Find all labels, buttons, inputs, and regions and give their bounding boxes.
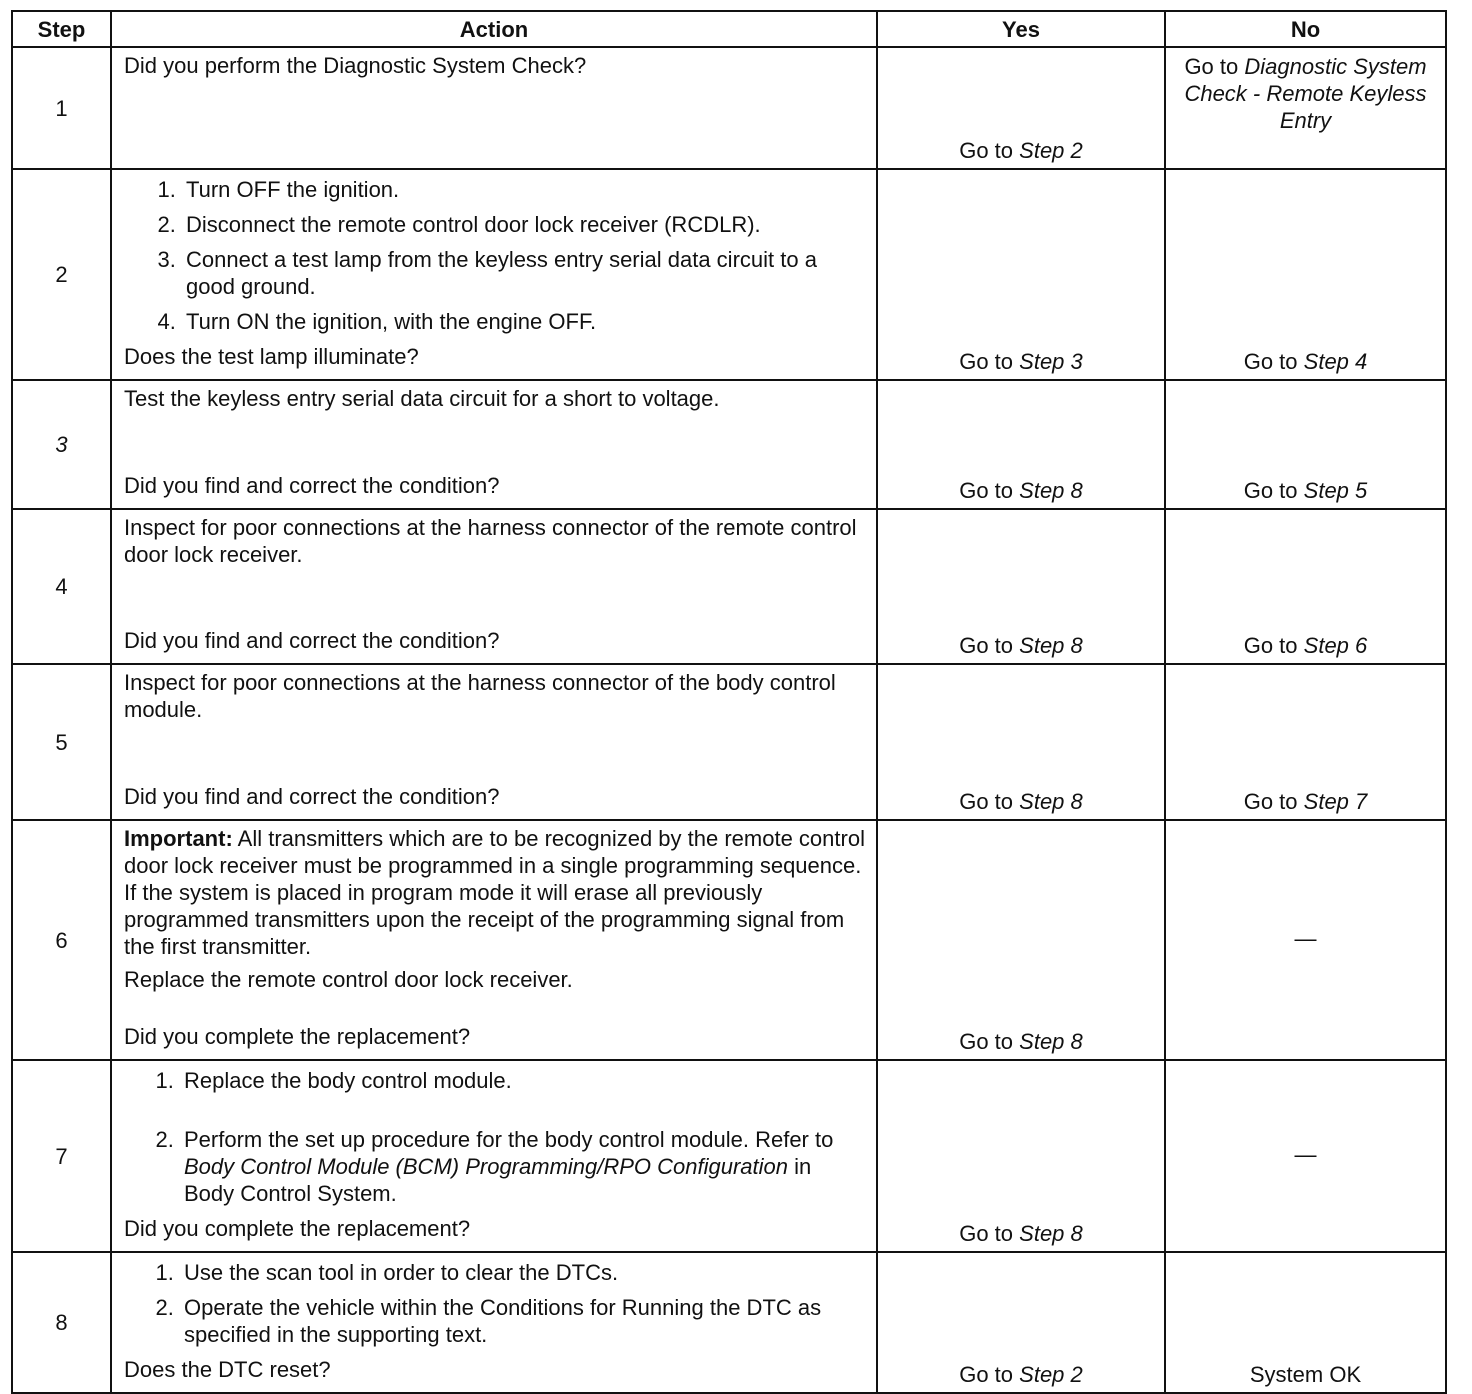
go-to-label: Go to: [959, 478, 1014, 503]
yes-cell: [877, 169, 1165, 380]
header-yes: Yes: [877, 11, 1165, 47]
action-question: Did you complete the replacement?: [124, 1216, 471, 1241]
yes-step-link[interactable]: Step 8: [1019, 1221, 1083, 1246]
yes-step-link[interactable]: Step 2: [1019, 138, 1083, 163]
action-cell: [111, 820, 877, 1060]
action-list-item: 2. Operate the vehicle within the Conditions for Running the DTC as specified in the supporting text.: [180, 1294, 866, 1348]
step-number: 8: [12, 1252, 111, 1393]
go-to-label: Go to: [959, 1362, 1014, 1387]
no-cell: [1165, 47, 1446, 169]
action-question: Did you find and correct the condition?: [124, 784, 500, 809]
go-to-label: Go to: [959, 633, 1014, 658]
action-list-item: 1. Use the scan tool in order to clear the DTCs.: [180, 1259, 866, 1286]
no-cell: [1165, 169, 1446, 380]
action-cell: [111, 47, 877, 169]
yes-step-link[interactable]: Step 3: [1019, 349, 1083, 374]
go-to-label: Go to: [1243, 478, 1298, 503]
no-cell: [1165, 664, 1446, 820]
table-row: [12, 47, 1446, 169]
no-cell: [1165, 820, 1446, 1060]
no-step-link[interactable]: Step 4: [1303, 349, 1368, 374]
yes-cell: [877, 1060, 1165, 1252]
item-text: Perform the set up procedure for the body control module. Refer to: [184, 1127, 834, 1152]
go-to-label: Go to: [1243, 633, 1298, 658]
action-text: Inspect for poor connections at the harness connector of the body control module.: [124, 670, 836, 722]
step-number: 6: [12, 820, 111, 1060]
table-row: [12, 169, 1446, 380]
header-action: Action: [111, 11, 877, 47]
step-number: 3: [12, 380, 111, 509]
yes-cell: [877, 380, 1165, 509]
action-list: [124, 176, 866, 335]
yes-cell: [877, 820, 1165, 1060]
procedure-link[interactable]: Body Control Module (BCM) Programming/RPO Configuration: [184, 1154, 789, 1179]
action-list: [124, 1259, 866, 1348]
go-to-label: Go to: [1243, 789, 1298, 814]
go-to-label: Go to: [959, 349, 1014, 374]
go-to-label: Go to: [959, 138, 1014, 163]
action-list-item: 1. Replace the body control module.: [180, 1067, 866, 1094]
table-row: [12, 664, 1446, 820]
action-cell: [111, 169, 877, 380]
action-list-item: 1. Turn OFF the ignition.: [182, 176, 866, 203]
action-question: Did you find and correct the condition?: [124, 473, 500, 498]
go-to-label: Go to: [1184, 54, 1239, 79]
yes-step-link[interactable]: Step 8: [1019, 478, 1083, 503]
go-to-label: Go to: [1243, 349, 1298, 374]
no-step-link[interactable]: Step 7: [1303, 789, 1368, 814]
go-to-label: Go to: [959, 789, 1014, 814]
action-list-item: 2. Disconnect the remote control door lock receiver (RCDLR).: [182, 211, 866, 238]
no-procedure-link[interactable]: Diagnostic System Check - Remote Keyless Entry: [1184, 54, 1427, 133]
no-step-link[interactable]: Step 5: [1303, 478, 1368, 503]
table-row: [12, 1060, 1446, 1252]
header-row: [12, 11, 1446, 47]
step-number: 1: [12, 47, 111, 169]
header-no: No: [1165, 11, 1446, 47]
yes-cell: [877, 509, 1165, 664]
no-cell: [1165, 1252, 1446, 1393]
no-cell: [1165, 509, 1446, 664]
no-step-link[interactable]: Step 6: [1303, 633, 1368, 658]
action-question: Did you find and correct the condition?: [124, 628, 500, 653]
action-list-item: [180, 1126, 866, 1207]
table-row: [12, 820, 1446, 1060]
no-cell: [1165, 380, 1446, 509]
action-text: Test the keyless entry serial data circuit for a short to voltage.: [124, 386, 720, 411]
yes-step-link[interactable]: Step 8: [1019, 789, 1083, 814]
action-question: Does the test lamp illuminate?: [124, 344, 419, 369]
action-text: Inspect for poor connections at the harness connector of the remote control door lock receiver.: [124, 515, 857, 567]
no-result: System OK: [1249, 1362, 1362, 1387]
table-row: [12, 1252, 1446, 1393]
action-cell: [111, 1252, 877, 1393]
step-number: 4: [12, 509, 111, 664]
important-text: All transmitters which are to be recognized by the remote control door lock receiver must be programmed in a single programming sequence. If the system is placed in program mode it will erase all previously programmed transmitters upon the receipt of the programming signal from the first transmitter.: [124, 826, 865, 959]
yes-cell: [877, 47, 1165, 169]
yes-step-link[interactable]: Step 8: [1019, 1029, 1083, 1054]
step-number: 7: [12, 1060, 111, 1252]
step-number: 5: [12, 664, 111, 820]
yes-cell: [877, 664, 1165, 820]
go-to-label: Go to: [959, 1221, 1014, 1246]
step-number: 2: [12, 169, 111, 380]
action-question: Did you perform the Diagnostic System Check?: [124, 53, 587, 78]
action-list-item: 4. Turn ON the ignition, with the engine OFF.: [182, 308, 866, 335]
action-list-item: 3. Connect a test lamp from the keyless entry serial data circuit to a good ground.: [182, 246, 866, 300]
table-row: [12, 380, 1446, 509]
action-cell: [111, 664, 877, 820]
action-cell: [111, 1060, 877, 1252]
action-list: [124, 1067, 866, 1207]
action-question: Does the DTC reset?: [124, 1357, 331, 1382]
yes-cell: [877, 1252, 1165, 1393]
action-question: Did you complete the replacement?: [124, 1024, 471, 1049]
go-to-label: Go to: [959, 1029, 1014, 1054]
important-note: [124, 825, 866, 960]
no-dash: —: [1294, 1141, 1317, 1167]
item-text: in Body Control System.: [184, 1154, 812, 1206]
yes-step-link[interactable]: Step 8: [1019, 633, 1083, 658]
action-text: Replace the remote control door lock receiver.: [124, 967, 573, 992]
important-label: Important:: [124, 826, 233, 851]
no-cell: [1165, 1060, 1446, 1252]
diagnostic-table: [11, 10, 1447, 1394]
action-cell: [111, 380, 877, 509]
table-row: [12, 509, 1446, 664]
action-cell: [111, 509, 877, 664]
no-dash: —: [1294, 925, 1317, 951]
header-step: Step: [12, 11, 111, 47]
yes-step-link[interactable]: Step 2: [1019, 1362, 1083, 1387]
